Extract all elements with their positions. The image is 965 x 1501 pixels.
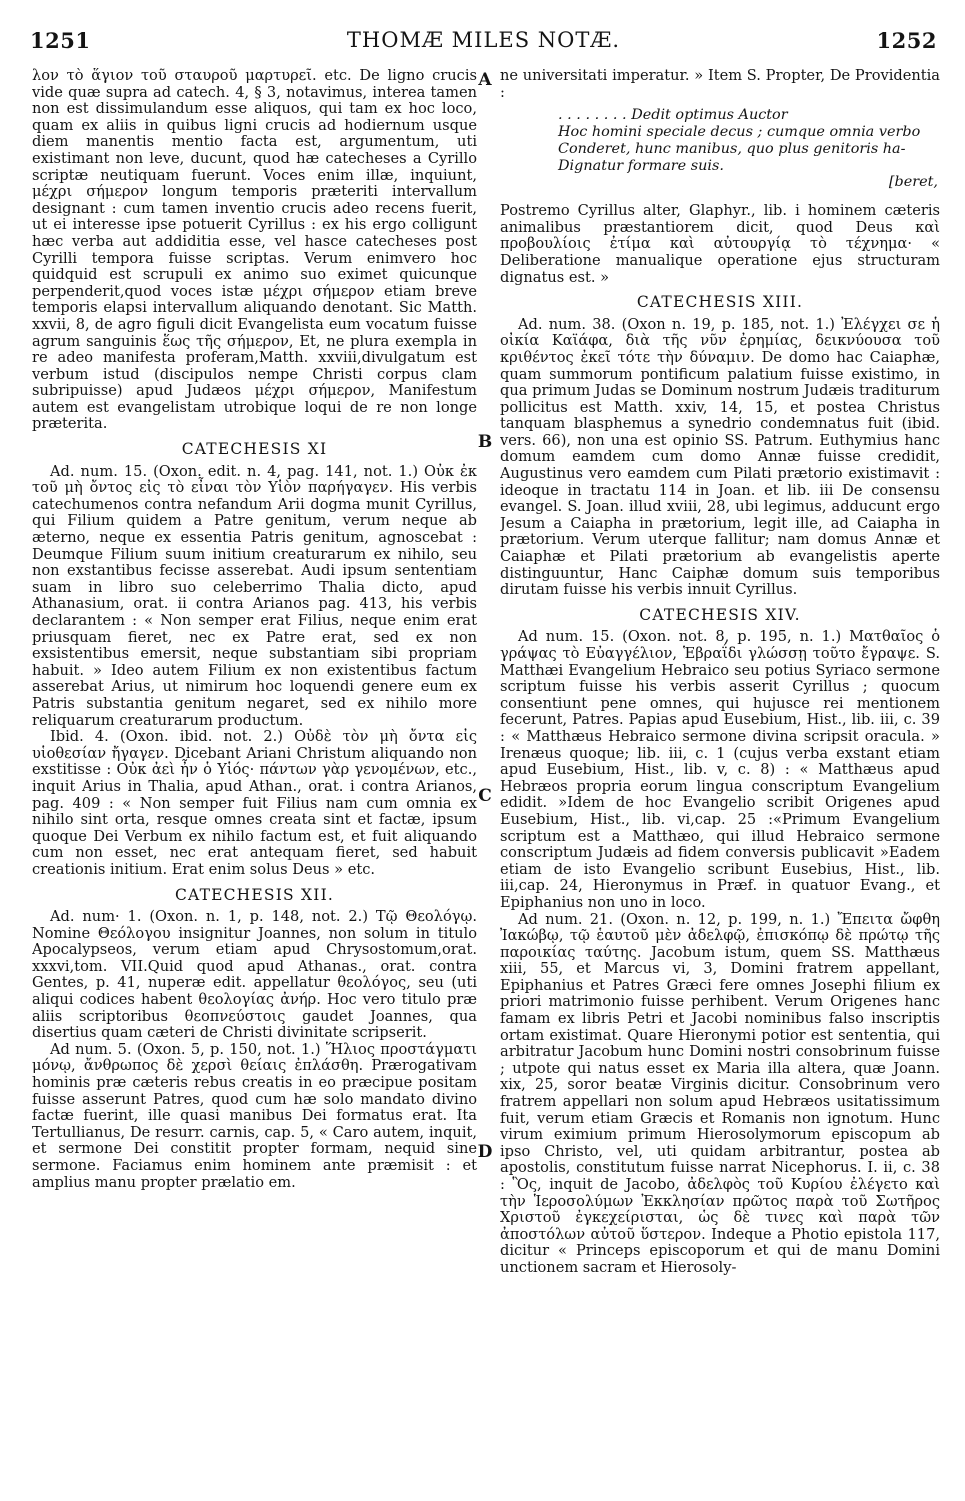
paragraph: Postremo Cyrillus alter, Glaphyr., lib. i hominem cæteris animalibus præstantiorem dicit, quod Deus καὶ προβουλίοις ἐτίμα καὶ αὐτουργίᾳ τὸ τέχνημα· « Deliberatione manualique operatione ejus structuram dignatus est. » <box>500 202 940 286</box>
page-number-left: 1251 <box>30 28 91 53</box>
verse-line: Dignatur formare suis. <box>558 157 724 174</box>
verse-line: Conderet, hunc manibus, quo plus genitoris ha- <box>558 140 906 157</box>
section-marker-c: C <box>478 786 492 806</box>
paragraph: Ad. num. 38. (Oxon n. 19, p. 185, not. 1.) Ἐλέγχει σε ἡ οἰκία Καϊάφα, διὰ τῆς νῦν ἐρημίας, δεικνύουσα τοῦ κριθέντος ἐκεῖ τότε τὴν δύναμιν. De domo hac Caiaphæ, quam summorum pontificum palatium fuisse existimo, in qua primum Judas se Dominum nostrum Judæis traditurum pollicitus est Matth. xxiv, 14, 15, et postea Christus tanquam blasphemus a synedrio condemnatus fuit (ibid. vers. 66), non una est opinio SS. Patrum. Euthymius hanc domum eamdem cum domo Annæ fuisse credidit, Augustinus vero eamdem cum Pilati prætorio existimavit : ideoque in tractatu 114 in Joan. et lib. iii De consensu evangel. S. Joan. illud xviii, 28, ubi legimus, adducunt ergo Jesum a Caiapha in prætorium, legit ille, ad Caiapha in prætorium. Verum uterque fallitur; nam domus Annæ et Caiaphæ et Pilati prætorium ab evangelistis aperte distinguuntur, Hanc Caiphæ domum suis temporibus dirutam fuisse his verbis innuit Cyrillus. <box>500 315 940 599</box>
verse-quotation <box>558 107 940 191</box>
paragraph: Ad. num· 1. (Oxon. n. 1, p. 148, not. 2.) Τῷ Θεολόγῳ. Nomine Θεόλογου insignitur Joannes, non solum in titulo Apocalypseos, verum etiam apud Chrysostomum,orat. xxxvi,tom. VII.Quid quod apud Athanas., orat. contra Gentes, p. 41, nuperæ edit. appellatur θεολόγος, seu (uti aliqui codices habent θεολογίας ἀνήρ. Hoc vero titulo præ aliis scriptoribus θεοπνεύστοις gaudet Joannes, qua disertius quam cæteri de Christi divinitate scripserit. <box>32 908 477 1042</box>
running-title: THOMÆ MILES NOTÆ. <box>346 28 621 52</box>
verse-line: . . . . . . . . Dedit optimus Auctor <box>558 107 788 124</box>
verse-line: Hoc homini speciale decus ; cumque omnia verbo <box>558 123 921 140</box>
section-heading: CATECHESIS XIII. <box>636 293 804 312</box>
paragraph: Ibid. 4. (Oxon. ibid. not. 2.) Οὐδὲ τὸν μὴ ὄντα εἰς υἱοθεσίαν ἤγαγεν. Dicebant Ariani Christum aliquando non exstitisse : Οὐκ ἀεὶ ἦν ὁ Υἱός· πάντων γὰρ γενομένων, etc., inquit Arius in Thalia, apud Athan., orat. i contra Arianos, pag. 409 : « Non semper fuit Filius nam cum omnia ex nihilo sint orta, resque omnes creata sint et factæ, ipsum quoque Dei Verbum ex nihilo factum est, et fuit aliquando cum non esset, nec erat antequam fieret, sed habuit creationis initium. Erat enim solus Deus » etc. <box>32 728 477 878</box>
paragraph: Ad num. 21. (Oxon. n. 12, p. 199, n. 1.) Ἔπειτα ὤφθη Ἰακώβῳ, τῷ ἑαυτοῦ μὲν ἀδελφῷ, ἐπισκόπῳ δὲ πρώτῳ τῆς παροικίας ταύτης. Jacobum istum, quem SS. Matthæus xiii, 55, et Marcus vi, 3, Domini fratrem appellant, Epiphanius et Patres Græci fere omnes Josephi filium ex priori matrimonio fuisse perhibent. Verum Origenes hanc famam ex libris Petri et Jacobi nominibus falso inscriptis ortam existimat. Quare Hieronymi potior est sententia, qui arbitratur Jacobum hunc Domini nostri consobrinum fuisse ; utpote qui natus esset ex Maria illa altera, quæ Joann. xix, 25, soror beatæ Virginis dicitur. Consobrinum vero fratrem appellari non solum apud Hebræos usitatissimum fuit, verum etiam Græcis et Romanis non ignotum. Hunc virum eximium primum Hierosolymorum episcopum ab ipso Christo, vel, uti quidam arbitrantur, postea ab apostolis, constitutum fuisse narrat Nicephorus. I. ii, c. 38 : Ὃς, inquit de Jacobo, ἀδελφὸς τοῦ Κυρίου ἐλέγετο καὶ τὴν Ἱεροσολύμων Ἐκκλησίαν πρῶτος παρὰ τοῦ Σωτῆρος Χριστοῦ ἐγκεχείρισται, ὡς δὲ τινες καὶ παρὰ τῶν ἀποστόλων αὐτοῦ ὕστερον. Indeque a Photio epistola 117, dicitur « Princeps episcoporum et qui de manu Domini unctionem sacram et Hierosoly- <box>500 910 940 1276</box>
right-column <box>500 68 940 1496</box>
section-heading: CATECHESIS XI <box>181 440 328 459</box>
section-heading: CATECHESIS XIV. <box>639 605 801 624</box>
left-column <box>32 68 477 1496</box>
section-marker-a: A <box>478 70 492 90</box>
verse-continuation: [beret, <box>888 174 938 191</box>
paragraph: λον τὸ ἅγιον τοῦ σταυροῦ μαρτυρεῖ. etc. De ligno crucis vide quæ supra ad catech. 4, § 3, notavimus, interea tamen non est dissimulandum esse aliquos, qui tam ex hoc loco, quam ex aliis in quibus ligni crucis ad hodiernum usque diem manentis mentio facta est, argumentum, uti existimant non leve, ducunt, quod hæ catecheses a Cyrillo scriptæ neutiquam fuerunt. Voces enim illæ, inquiunt, μέχρι σήμερον longum temporis præteriti intervallum designant : cum tamen inventio crucis adeo recens fuerit, ut ei interesse ipse potuerit Cyrillus : ex his ergo colligunt hæc verba aut addiditia esse, vel hasce catecheses post Cyrilli tempora fuisse scriptas. Verum enimvero hoc quidquid est scrupuli ex animo suo eximet quicunque perpenderit,quod voces istæ μέχρι σήμερον etiam breve temporis elapsi intervallum aliquando denotant. Sic Matth. xxvii, 8, de agro figuli dicit Evangelista eum vocatum fuisse agrum sanguinis ἕως τῆς σήμερον, Et, ne plura exempla in re adeo manifesta proferam,Matth. xxviii,divulgatum est verbum istud (discipulos nempe Christi corpus clam subripuisse) apud Judæos μέχρι σήμερον, Manifestum autem est evangelistam utrobique loqui de re non longe præterita. <box>32 68 477 433</box>
section-marker-d: D <box>477 1142 493 1162</box>
page-number-right: 1252 <box>876 28 937 53</box>
paragraph: Ad num. 5. (Oxon. 5, p. 150, not. 1.) Ἥλιος προστάγματι μόνῳ, ἄνθρωπος δὲ χερσὶ θείαις ἐπλάσθη. Prærogativam hominis præ cæteris rebus creatis in eo præcipue positam fuisse asserunt Patres, quod cum hæ solo mandato divino factæ fuerint, ille quasi manibus Dei formatus erat. Ita Tertullianus, De resurr. carnis, cap. 5, « Caro autem, inquit, et sermone Dei constitit propter formam, nequid sine sermone. Faciamus enim hominem ante præmisit : et amplius manu propter prælatio em. <box>32 1040 477 1191</box>
section-heading: CATECHESIS XII. <box>174 885 335 904</box>
paragraph: ne universitati imperatur. » Item S. Propter, De Providentia : <box>500 68 940 101</box>
page-header <box>30 22 937 62</box>
paragraph: Ad num. 15. (Oxon. not. 8, p. 195, n. 1.) Ματθαῖος ὁ γράψας τὸ Εὐαγγέλιον, Ἑβραΐδι γλώσσῃ τοῦτο ἔγραψε. S. Matthæi Evangelium Hebraico seu potius Syriaco sermone scriptum fuisse his verbis asserit Cyrillus ; quocum consentiunt pene omnes, qui hujusce rei mentionem fecerunt, Patres. Papias apud Eusebium, Hist., lib. iii, c. 39 : « Matthæus Hebraico sermone divina scripsit oracula. » Irenæus quoque; lib. iii, c. 1 (cujus verba exstant etiam apud Eusebium, Hist., lib. v, c. 8) : « Matthæus apud Hebræos propria eorum lingua conscriptum Evangelium edidit. »Idem de hoc Evangelio scribit Origenes apud Eusebium, Hist., lib. vi,cap. 25 :«Primum Evangelium scriptum est a Matthæo, qui illud Hebraico sermone conscriptum Judæis ad fidem conversis publicavit »Eadem etiam de isto Evangelio scribunt Eusebius, Hist., lib. iii,cap. 24, Hieronymus in Præf. in quatuor Evang., et Epiphanius non uno in loco. <box>500 628 940 911</box>
section-marker-b: B <box>477 432 493 452</box>
paragraph: Ad. num. 15. (Oxon. edit. n. 4, pag. 141, not. 1.) Οὐκ ἐκ τοῦ μὴ ὄντος εἰς τὸ εἶναι τὸν Υἱὸν παρήγαγεν. His verbis catechumenos contra nefandum Arii dogma munit Cyrillus, qui Filium quidem a Patre genitum, verum neque ab æterno, neque ex essentia Patris genitum, agnoscebat : Deumque Filium suum initium creaturarum ex nihilo, seu non exstantibus fecisse asserebat. Audi ipsum sententiam suam in libro suo celeberrimo Thalia dicto, apud Athanasium, orat. ii contra Arianos pag. 413, his verbis declarantem : « Non semper erat Filius, neque enim erat priusquam fieret, nec ex Patre erat, sed ex non exsistentibus emersit, neque substantiam sibi propriam habuit. » Ideo autem Filium ex non existentibus factum asserebat Arius, ut nimirum hoc loquendi genere eum ex Patris substantia genitum negaret, sed ex nihilo more reliquarum creaturarum productum. <box>32 462 477 729</box>
